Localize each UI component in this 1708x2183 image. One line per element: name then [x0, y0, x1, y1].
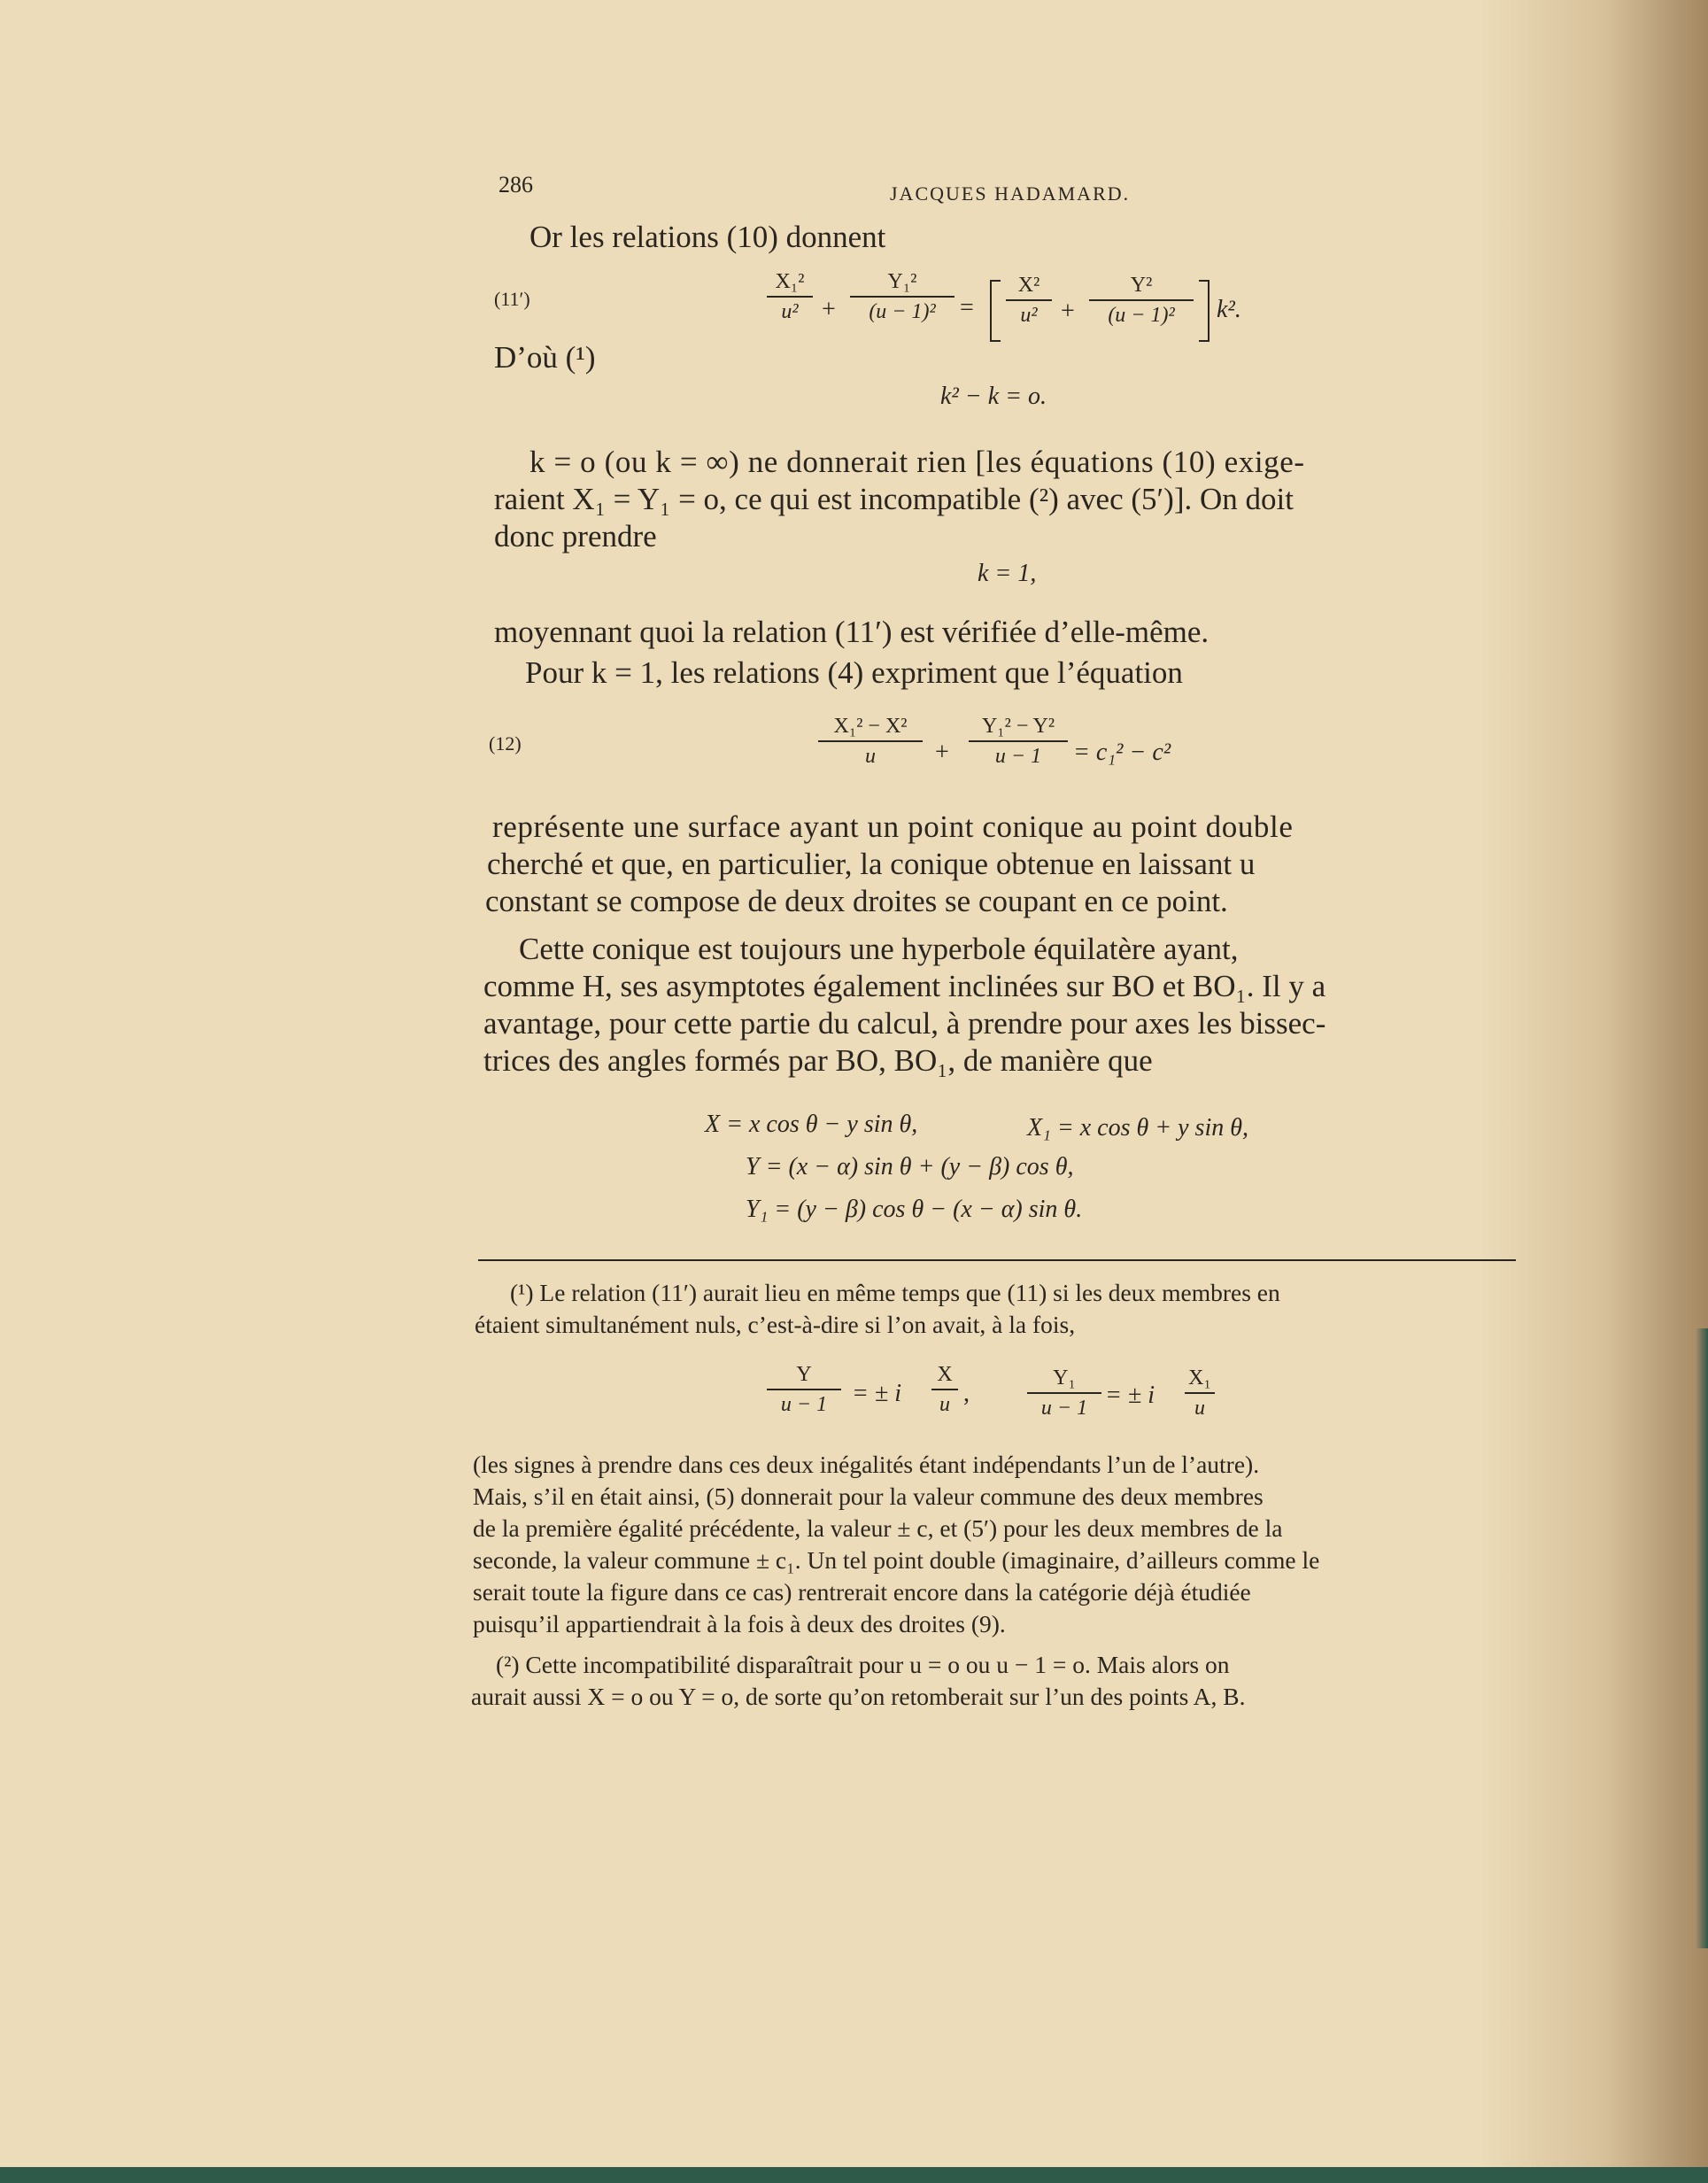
- denominator: u²: [1020, 304, 1038, 327]
- footnote-line: Mais, s’il en était ainsi, (5) donnerait pour la valeur commune des deux membres: [473, 1482, 1264, 1510]
- denominator: (u − 1)²: [869, 300, 936, 323]
- right-bracket: [1199, 280, 1210, 342]
- book-cover-edge-bottom: [0, 2167, 1708, 2183]
- denominator: u²: [781, 300, 799, 323]
- footnote-line: serait toute la figure dans ce cas) rentrerait encore dans la catégorie déjà étudiée: [473, 1578, 1251, 1606]
- numerator: Y₁: [1053, 1366, 1076, 1390]
- numerator: Y₁² − Y²: [981, 715, 1055, 738]
- footnote-line: de la première égalité précédente, la valeur ± c, et (5′) pour les deux membres de la: [473, 1514, 1283, 1542]
- text-line: raient X₁ = Y₁ = o, ce qui est incompatible (²) avec (5′)]. On doit: [494, 482, 1294, 516]
- equation: Y = (x − α) sin θ + (y − β) cos θ,: [746, 1153, 1074, 1181]
- text-line: Or les relations (10) donnent: [529, 220, 886, 254]
- fraction: [1185, 1367, 1215, 1419]
- operator: = ± i: [1105, 1382, 1155, 1409]
- equation-rhs: = c₁² − c²: [1073, 739, 1171, 766]
- denominator: u − 1: [994, 745, 1042, 768]
- operator: +: [1061, 298, 1075, 325]
- text-line: représente une surface ayant un point conique au point double: [492, 809, 1294, 844]
- fraction-bar: [931, 1389, 958, 1390]
- denominator: u − 1: [780, 1393, 828, 1416]
- text-line: cherché et que, en particulier, la conique obtenue en laissant u: [487, 847, 1256, 881]
- text-line: Cette conique est toujours une hyperbole équilatère ayant,: [519, 932, 1239, 966]
- footnote-line: (¹) Le relation (11′) aurait lieu en même temps que (11) si les deux membres en: [510, 1279, 1280, 1306]
- text-line: trices des angles formés par BO, BO₁, de manière que: [483, 1043, 1153, 1078]
- fraction: [850, 271, 954, 322]
- equation: k² − k = o.: [940, 383, 1047, 410]
- fraction: [1089, 275, 1194, 326]
- equation-tail: k².: [1217, 296, 1241, 323]
- text-line: avantage, pour cette partie du calcul, à prendre pour axes les bissec-: [483, 1006, 1326, 1041]
- fraction: [969, 716, 1068, 767]
- text-line: donc prendre: [494, 519, 657, 553]
- fraction-bar: [767, 1389, 841, 1390]
- text-line: comme H, ses asymptotes également inclinées sur BO et BO₁. Il y a: [483, 969, 1326, 1003]
- fraction-bar: [1027, 1392, 1101, 1394]
- text-line: k = o (ou k = ∞) ne donnerait rien [les équations (10) exige-: [529, 445, 1305, 479]
- equation-label: (12): [489, 732, 522, 755]
- denominator: u − 1: [1040, 1397, 1088, 1420]
- footnote-line: seconde, la valeur commune ± c₁. Un tel point double (imaginaire, d’ailleurs comme le: [473, 1546, 1320, 1574]
- denominator: u: [939, 1393, 950, 1416]
- page-gutter-shadow: [1478, 0, 1708, 2183]
- fraction-bar: [818, 740, 923, 742]
- fraction-bar: [850, 296, 954, 298]
- denominator: (u − 1)²: [1108, 304, 1175, 327]
- numerator: X₁: [1188, 1366, 1211, 1390]
- numerator: Y: [796, 1363, 812, 1386]
- page-number: 286: [498, 172, 533, 197]
- running-title: JACQUES HADAMARD.: [890, 182, 1131, 205]
- equation: X = x cos θ − y sin θ,: [705, 1111, 918, 1138]
- footnote-line: aurait aussi X = o ou Y = o, de sorte qu’on retomberait sur l’un des points A, B.: [471, 1683, 1246, 1710]
- denominator: u: [1194, 1397, 1205, 1420]
- comma: ,: [963, 1380, 970, 1407]
- footnote-separator: [478, 1259, 1516, 1261]
- fraction: [767, 1364, 841, 1415]
- numerator: Y₁²: [887, 270, 917, 293]
- fraction-bar: [767, 296, 813, 298]
- footnote-line: puisqu’il appartiendrait à la fois à deux des droites (9).: [473, 1610, 1006, 1637]
- numerator: Y²: [1130, 274, 1153, 297]
- fraction: [767, 271, 813, 322]
- fraction: [1006, 275, 1052, 326]
- operator: =: [960, 294, 974, 321]
- denominator: u: [865, 745, 876, 768]
- operator: +: [822, 296, 836, 323]
- text-line: moyennant quoi la relation (11′) est vérifiée d’elle-même.: [494, 615, 1210, 649]
- numerator: X²: [1017, 274, 1040, 297]
- fraction-bar: [969, 740, 1068, 742]
- text-line: D’où (¹): [494, 340, 596, 375]
- equation: X₁ = x cos θ + y sin θ,: [1027, 1114, 1248, 1142]
- numerator: X₁²: [775, 270, 805, 293]
- fraction-bar: [1089, 299, 1194, 301]
- operator: = ± i: [852, 1380, 902, 1407]
- fraction: [1027, 1367, 1101, 1419]
- equation-label: (11′): [494, 288, 530, 310]
- fraction-bar: [1185, 1392, 1215, 1394]
- left-bracket: [990, 280, 1001, 342]
- text-line: Pour k = 1, les relations (4) expriment que l’équation: [525, 655, 1183, 690]
- fraction: [818, 716, 923, 767]
- footnote-line: (²) Cette incompatibilité disparaîtrait pour u = o ou u − 1 = o. Mais alors on: [496, 1651, 1230, 1678]
- operator: +: [935, 739, 949, 766]
- book-cover-edge-right: [1696, 1328, 1708, 1948]
- footnote-line: étaient simultanément nuls, c’est-à-dire si l’on avait, à la fois,: [475, 1311, 1076, 1338]
- numerator: X: [937, 1363, 953, 1386]
- equation: Y₁ = (y − β) cos θ − (x − α) sin θ.: [746, 1196, 1083, 1223]
- footnote-line: (les signes à prendre dans ces deux inégalités étant indépendants l’un de l’autre).: [473, 1451, 1260, 1478]
- equation: k = 1,: [978, 560, 1037, 587]
- fraction: [931, 1364, 958, 1415]
- fraction-bar: [1006, 299, 1052, 301]
- numerator: X₁² − X²: [833, 715, 908, 738]
- text-line: constant se compose de deux droites se coupant en ce point.: [485, 884, 1228, 918]
